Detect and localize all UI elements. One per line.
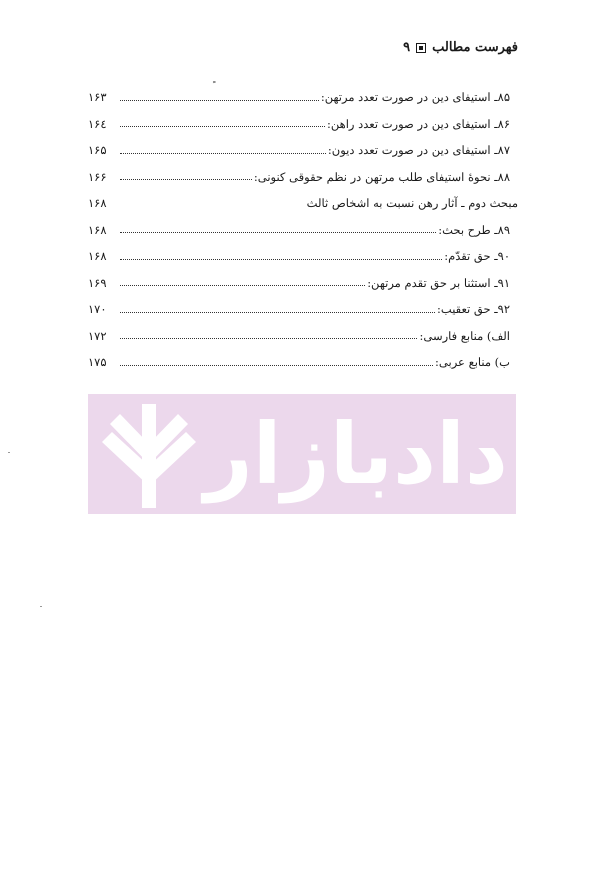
scan-speck bbox=[8, 452, 10, 453]
toc-entry-title: ۹۲ـ حق تعقیب: bbox=[437, 302, 510, 317]
toc-entry-page: ۱۶۶ bbox=[88, 169, 107, 184]
toc-entry-page: ۱۶۸ bbox=[88, 222, 107, 237]
toc-entry-title: ب) منابع عربی: bbox=[435, 355, 510, 370]
toc-entry-title: ۸۹ـ طرح بحث: bbox=[438, 222, 510, 237]
toc-entry-page: ۱۶۸ bbox=[88, 249, 107, 264]
toc-entry bbox=[88, 111, 518, 138]
toc-entry bbox=[88, 270, 518, 297]
toc-entry-page: ۱۶۹ bbox=[88, 275, 107, 290]
toc-entry-page: ۱۷۵ bbox=[88, 355, 107, 370]
toc-entry-title: الف) منابع فارسی: bbox=[419, 328, 510, 343]
toc-entry-page: ۱۷۰ bbox=[88, 302, 107, 317]
trident-y-logo-icon bbox=[88, 394, 210, 514]
dot-leader bbox=[120, 312, 435, 313]
toc-entry bbox=[88, 217, 518, 244]
toc-entry-page: ۱۶٤ bbox=[88, 116, 107, 131]
toc-entry-page: ۱۶۵ bbox=[88, 143, 107, 158]
toc-entry-title: ۹۱ـ استثنا بر حق تقدم مرتهن: bbox=[367, 275, 510, 290]
dot-leader bbox=[120, 338, 417, 339]
toc-entry bbox=[88, 137, 518, 164]
toc-entry-page: ۱۷۲ bbox=[88, 328, 107, 343]
toc-entry-title: ۸۷ـ استیفای دین در صورت تعدد دیون: bbox=[327, 143, 510, 158]
watermark bbox=[88, 394, 516, 514]
toc-entry bbox=[88, 84, 518, 111]
dot-leader bbox=[120, 259, 442, 260]
toc-entry-page: ۱۶۸ bbox=[88, 196, 107, 211]
toc-entry-title: ۸۵ـ استیفای دین در صورت تعدد مرتهن: bbox=[320, 90, 510, 105]
toc-entry bbox=[88, 164, 518, 191]
dot-leader bbox=[120, 365, 433, 366]
dot-leader bbox=[120, 100, 319, 101]
table-of-contents bbox=[88, 84, 518, 376]
dot-leader bbox=[120, 285, 365, 286]
scan-speck bbox=[40, 606, 42, 607]
toc-entry bbox=[88, 296, 518, 323]
toc-entry bbox=[88, 323, 518, 350]
dot-leader bbox=[120, 126, 325, 127]
page-number: ۹ bbox=[403, 40, 411, 55]
toc-entry bbox=[88, 349, 518, 376]
toc-entry-title: ۸۸ـ نحوهٔ استیفای طلب مرتهن در نظم حقوقی کنونی: bbox=[253, 169, 510, 184]
toc-entry-title: ۹۰ـ حق تقدّم: bbox=[444, 249, 510, 264]
toc-entry bbox=[88, 190, 518, 217]
running-header bbox=[82, 40, 518, 55]
square-bullet-icon bbox=[416, 43, 426, 53]
watermark-brand-text: دادبازار bbox=[204, 405, 508, 503]
toc-entry bbox=[88, 243, 518, 270]
toc-entry-title: مبحث دوم ـ آثار رهن نسبت به اشخاص ثالث bbox=[306, 196, 518, 211]
toc-entry-title: ۸۶ـ استیفای دین در صورت تعدد راهن: bbox=[327, 116, 510, 131]
dot-leader bbox=[120, 232, 436, 233]
dot-leader bbox=[120, 179, 252, 180]
dot-leader bbox=[120, 153, 326, 154]
page-title: فهرست مطالب bbox=[432, 40, 518, 55]
toc-entry-page: ۱۶۳ bbox=[88, 90, 107, 105]
